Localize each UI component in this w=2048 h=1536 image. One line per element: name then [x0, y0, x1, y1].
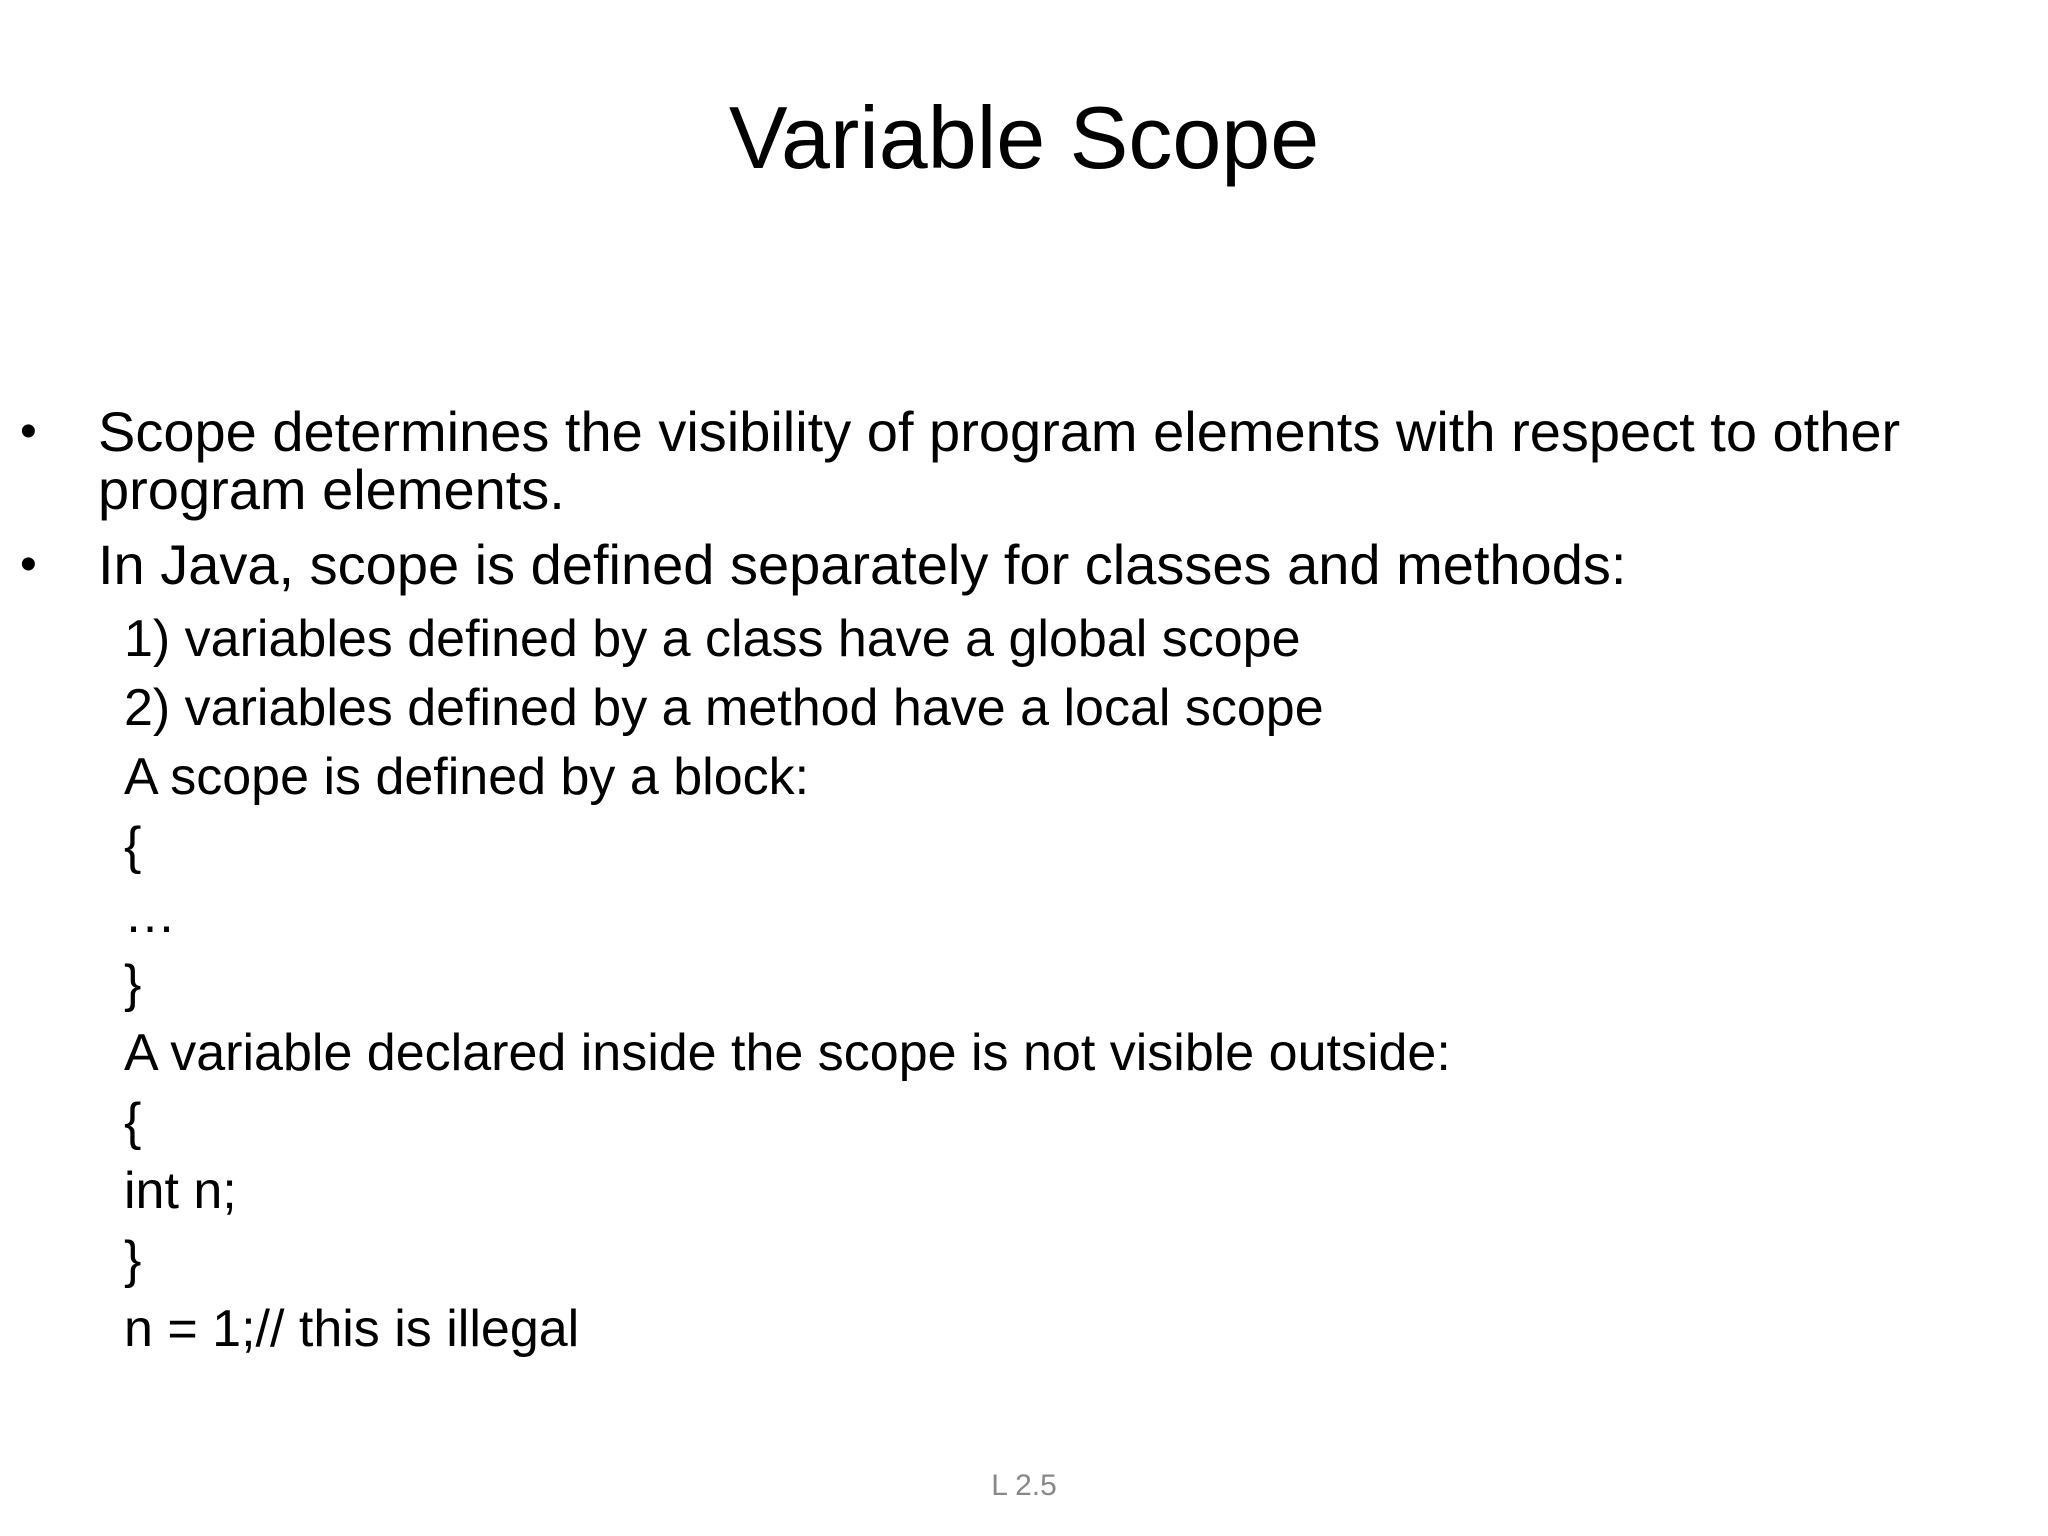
bullet-text: In Java, scope is defined separately for classes and methods: — [98, 533, 1627, 596]
code-line: } — [124, 1231, 142, 1289]
code-line: { — [124, 817, 142, 875]
code-line: n = 1;// this is illegal — [124, 1300, 580, 1358]
bullet-marker: • — [20, 538, 37, 591]
code-line: int n; — [124, 1162, 237, 1220]
sub-line: 1) variables defined by a class have a global scope — [124, 610, 1301, 668]
sub-line: A variable declared inside the scope is not visible outside: — [124, 1024, 1451, 1082]
code-line: … — [124, 886, 176, 944]
bullet-marker: • — [20, 405, 37, 458]
sub-line: 2) variables defined by a method have a local scope — [124, 679, 1324, 737]
sub-line: A scope is defined by a block: — [124, 748, 810, 806]
bullet-text: Scope determines the visibility of program elements with respect to other program elements. — [98, 400, 1901, 521]
slide-title: Variable Scope — [728, 88, 1320, 187]
code-line: { — [124, 1093, 142, 1151]
slide-number: L 2.5 — [991, 1469, 1057, 1502]
code-line: } — [124, 955, 142, 1013]
